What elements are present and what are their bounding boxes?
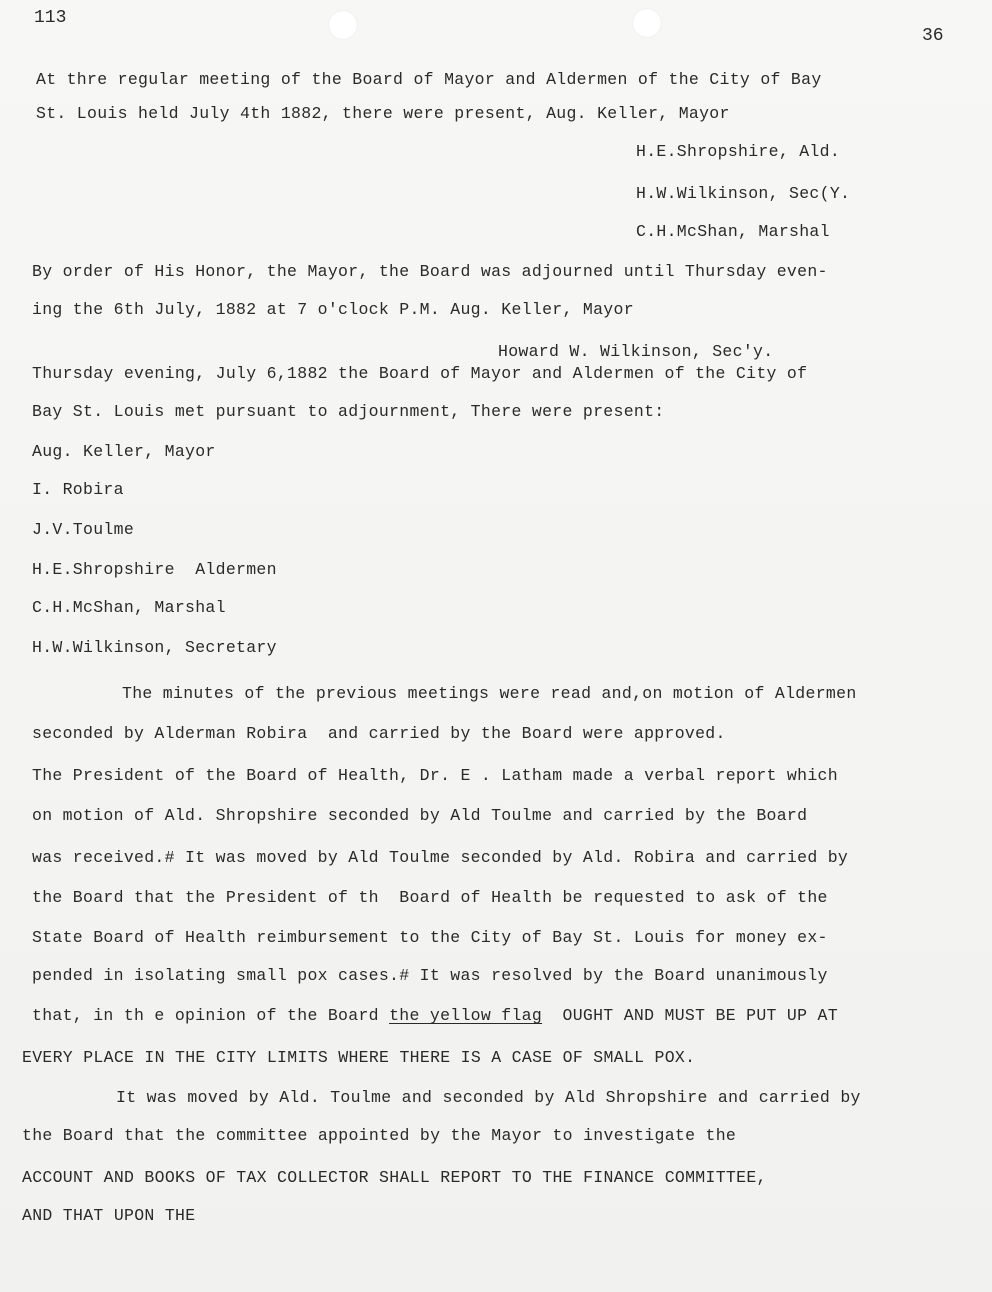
text-line <box>32 1006 838 1026</box>
text-line: on motion of Ald. Shropshire seconded by Ald Toulme and carried by the Board <box>32 806 808 825</box>
text-line: H.W.Wilkinson, Sec(Y. <box>636 184 851 203</box>
text-line: Howard W. Wilkinson, Sec'y. <box>498 342 774 361</box>
text-line: H.W.Wilkinson, Secretary <box>32 638 277 657</box>
text-line: Thursday evening, July 6,1882 the Board of Mayor and Aldermen of the City of <box>32 364 808 383</box>
page-number-left: 113 <box>34 8 67 28</box>
text-segment: that, in th e opinion of the Board <box>32 1006 390 1025</box>
text-line: ing the 6th July, 1882 at 7 o'clock P.M. Aug. Keller, Mayor <box>32 300 634 319</box>
text-line: By order of His Honor, the Mayor, the Board was adjourned until Thursday even- <box>32 262 828 281</box>
text-line: H.E.Shropshire Aldermen <box>32 560 277 579</box>
text-line: H.E.Shropshire, Ald. <box>636 142 841 161</box>
text-line: St. Louis held July 4th 1882, there were present, Aug. Keller, Mayor <box>36 104 730 123</box>
text-line: the Board that the President of th Board of Health be requested to ask of the <box>32 888 828 907</box>
text-line: was received.# It was moved by Ald Toulme seconded by Ald. Robira and carried by <box>32 848 849 867</box>
text-line: J.V.Toulme <box>32 520 135 539</box>
text-line: C.H.McShan, Marshal <box>636 222 830 241</box>
text-line: pended in isolating small pox cases.# It was resolved by the Board unanimously <box>32 966 828 985</box>
text-line: C.H.McShan, Marshal <box>32 598 226 617</box>
text-line: EVERY PLACE IN THE CITY LIMITS WHERE THERE IS A CASE OF SMALL POX. <box>22 1048 696 1067</box>
text-line: Aug. Keller, Mayor <box>32 442 216 461</box>
text-line: seconded by Alderman Robira and carried by the Board were approved. <box>32 724 726 743</box>
text-line: I. Robira <box>32 480 124 499</box>
text-line: AND THAT UPON THE <box>22 1206 196 1225</box>
text-line: The President of the Board of Health, Dr. E . Latham made a verbal report which <box>32 766 838 785</box>
punch-hole <box>632 8 662 38</box>
text-line: the Board that the committee appointed by the Mayor to investigate the <box>22 1126 737 1145</box>
page-number-right: 36 <box>922 26 944 46</box>
text-line: The minutes of the previous meetings were read and,on motion of Aldermen <box>122 684 857 703</box>
text-line: State Board of Health reimbursement to the City of Bay St. Louis for money ex- <box>32 928 828 947</box>
text-line: At thre regular meeting of the Board of Mayor and Aldermen of the City of Bay <box>36 70 822 89</box>
text-line: Bay St. Louis met pursuant to adjournment, There were present: <box>32 402 665 421</box>
text-line: ACCOUNT AND BOOKS OF TAX COLLECTOR SHALL REPORT TO THE FINANCE COMMITTEE, <box>22 1168 767 1187</box>
text-segment: OUGHT AND MUST BE PUT UP AT <box>542 1006 838 1025</box>
underlined-text: the yellow flag <box>389 1006 543 1025</box>
text-line: It was moved by Ald. Toulme and seconded by Ald Shropshire and carried by <box>116 1088 861 1107</box>
punch-hole <box>328 10 358 40</box>
